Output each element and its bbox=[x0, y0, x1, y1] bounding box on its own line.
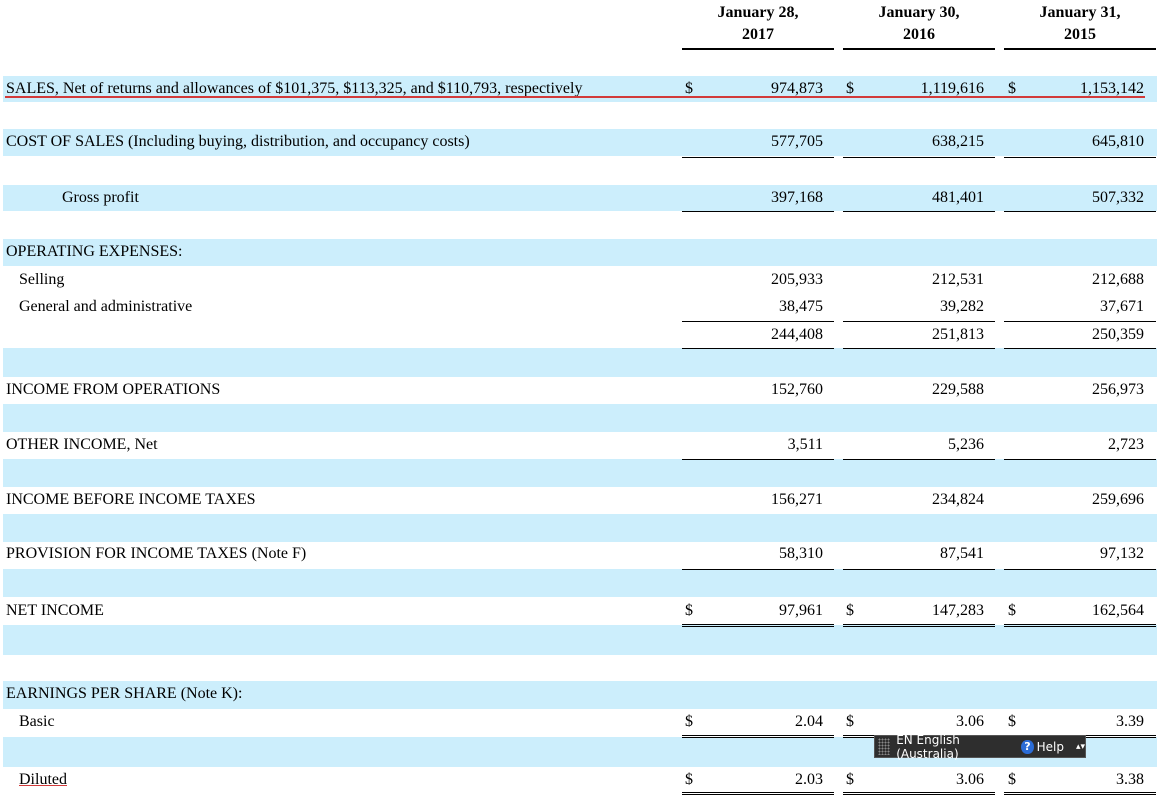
subtotal-rule bbox=[1004, 459, 1156, 460]
value-2017: 156,271 bbox=[771, 491, 823, 508]
row-label: Basic bbox=[19, 713, 55, 730]
value-2015: 259,696 bbox=[1092, 491, 1144, 508]
value-2016: 3.06 bbox=[956, 771, 984, 788]
table-row-income-before-taxes bbox=[0, 487, 1160, 514]
value-2016: 234,824 bbox=[932, 491, 984, 508]
value-2015: 3.38 bbox=[1116, 771, 1144, 788]
currency-symbol: $ bbox=[1008, 771, 1016, 788]
subtotal-rule bbox=[1004, 569, 1156, 570]
row-label: NET INCOME bbox=[6, 602, 104, 619]
value-2016: 251,813 bbox=[932, 326, 984, 343]
section-heading: EARNINGS PER SHARE (Note K): bbox=[6, 685, 243, 702]
currency-symbol: $ bbox=[846, 713, 854, 730]
subtotal-rule bbox=[843, 211, 995, 212]
value-2016: 3.06 bbox=[956, 713, 984, 730]
row-label: Selling bbox=[19, 271, 65, 288]
value-2015: 162,564 bbox=[1092, 602, 1144, 619]
table-row-earnings-per-share bbox=[0, 681, 1160, 708]
value-2015: 507,332 bbox=[1092, 189, 1144, 206]
band bbox=[3, 514, 1157, 542]
value-2016: 5,236 bbox=[948, 436, 984, 453]
section-heading: OPERATING EXPENSES: bbox=[6, 243, 183, 260]
help-icon[interactable]: ? bbox=[1021, 740, 1033, 754]
currency-symbol: $ bbox=[1008, 80, 1016, 97]
row-label: INCOME FROM OPERATIONS bbox=[6, 381, 221, 398]
subtotal-rule bbox=[682, 459, 834, 460]
table-row-operating-expenses bbox=[0, 239, 1160, 266]
row-label: Diluted bbox=[19, 771, 67, 788]
subtotal-rule bbox=[843, 348, 995, 349]
table-row-net-income bbox=[0, 598, 1160, 625]
total-double-rule bbox=[682, 792, 834, 795]
currency-symbol: $ bbox=[846, 602, 854, 619]
column-header-2015: January 31, 2015 bbox=[1004, 2, 1156, 46]
table-row-cost-of-sales bbox=[0, 129, 1160, 156]
currency-symbol: $ bbox=[685, 602, 693, 619]
spellcheck-underline bbox=[5, 96, 1145, 98]
value-2017: 97,961 bbox=[779, 602, 823, 619]
value-2016: 39,282 bbox=[940, 298, 984, 315]
table-row-other-income bbox=[0, 432, 1160, 459]
subtotal-rule bbox=[682, 157, 834, 158]
value-2017: 38,475 bbox=[779, 298, 823, 315]
total-double-rule bbox=[682, 735, 834, 738]
drag-handle-icon[interactable] bbox=[878, 738, 890, 755]
currency-symbol: $ bbox=[846, 771, 854, 788]
subtotal-rule bbox=[843, 569, 995, 570]
column-header-2017: January 28, 2017 bbox=[682, 2, 834, 46]
help-button[interactable]: Help bbox=[1036, 739, 1064, 754]
subtotal-rule bbox=[843, 157, 995, 158]
total-double-rule bbox=[1004, 792, 1156, 795]
row-label: OTHER INCOME, Net bbox=[6, 436, 158, 453]
value-2016: 87,541 bbox=[940, 545, 984, 562]
value-2015: 3.39 bbox=[1116, 713, 1144, 730]
row-label: General and administrative bbox=[19, 298, 193, 315]
band bbox=[3, 625, 1157, 655]
band bbox=[3, 348, 1157, 377]
column-headers bbox=[0, 0, 1160, 60]
row-label: PROVISION FOR INCOME TAXES (Note F) bbox=[6, 545, 307, 562]
value-2015: 97,132 bbox=[1100, 545, 1144, 562]
currency-symbol: $ bbox=[846, 80, 854, 97]
value-2015: 256,973 bbox=[1092, 381, 1144, 398]
value-2017: 152,760 bbox=[771, 381, 823, 398]
total-double-rule bbox=[682, 624, 834, 627]
value-2017: 58,310 bbox=[779, 545, 823, 562]
value-2016: 638,215 bbox=[932, 133, 984, 150]
value-2017: 244,408 bbox=[771, 326, 823, 343]
value-2016: 147,283 bbox=[932, 602, 984, 619]
currency-symbol: $ bbox=[685, 771, 693, 788]
value-2016: 1,119,616 bbox=[920, 80, 984, 97]
options-icon[interactable]: ▴▾ bbox=[1075, 741, 1085, 752]
value-2016: 229,588 bbox=[932, 381, 984, 398]
band bbox=[3, 459, 1157, 487]
total-double-rule bbox=[843, 792, 995, 795]
row-label: INCOME BEFORE INCOME TAXES bbox=[6, 491, 256, 508]
subtotal-rule bbox=[843, 459, 995, 460]
value-2015: 1,153,142 bbox=[1080, 80, 1144, 97]
value-2015: 2,723 bbox=[1108, 436, 1144, 453]
row-label: COST OF SALES (Including buying, distribution, and occupancy costs) bbox=[6, 133, 470, 150]
band bbox=[3, 569, 1157, 597]
subtotal-rule bbox=[1004, 211, 1156, 212]
currency-symbol: $ bbox=[1008, 713, 1016, 730]
table-row-operating-expenses-total bbox=[0, 322, 1160, 349]
total-double-rule bbox=[1004, 624, 1156, 627]
input-language-button[interactable]: EN English (Australia) bbox=[896, 732, 960, 761]
row-label: Gross profit bbox=[62, 189, 139, 206]
subtotal-rule bbox=[682, 211, 834, 212]
value-2015: 212,688 bbox=[1092, 271, 1144, 288]
band bbox=[3, 404, 1157, 432]
value-2017: 2.03 bbox=[795, 771, 823, 788]
table-row-income-from-operations bbox=[0, 377, 1160, 404]
value-2017: 3,511 bbox=[787, 436, 823, 453]
subtotal-rule bbox=[682, 348, 834, 349]
table-row-gross-profit bbox=[0, 185, 1160, 212]
language-bar[interactable] bbox=[874, 732, 1086, 761]
table-row-sales bbox=[0, 76, 1160, 103]
table-row-diluted bbox=[0, 767, 1160, 794]
subtotal-rule bbox=[1004, 157, 1156, 158]
total-double-rule bbox=[843, 624, 995, 627]
value-2017: 974,873 bbox=[771, 80, 823, 97]
value-2016: 212,531 bbox=[932, 271, 984, 288]
table-row-selling bbox=[0, 267, 1160, 294]
value-2017: 397,168 bbox=[771, 189, 823, 206]
subtotal-rule bbox=[682, 569, 834, 570]
value-2016: 481,401 bbox=[932, 189, 984, 206]
value-2017: 205,933 bbox=[771, 271, 823, 288]
currency-symbol: $ bbox=[685, 713, 693, 730]
table-row-provision-for-taxes bbox=[0, 541, 1160, 568]
value-2015: 37,671 bbox=[1100, 298, 1144, 315]
value-2017: 2.04 bbox=[795, 713, 823, 730]
table-row-general-administrative bbox=[0, 294, 1160, 321]
currency-symbol: $ bbox=[685, 80, 693, 97]
value-2015: 645,810 bbox=[1092, 133, 1144, 150]
column-header-2016: January 30, 2016 bbox=[843, 2, 995, 46]
value-2017: 577,705 bbox=[771, 133, 823, 150]
value-2015: 250,359 bbox=[1092, 326, 1144, 343]
currency-symbol: $ bbox=[1008, 602, 1016, 619]
subtotal-rule bbox=[1004, 348, 1156, 349]
row-label: SALES, Net of returns and allowances of $101,375, $113,325, and $110,793, respectively bbox=[6, 80, 583, 97]
